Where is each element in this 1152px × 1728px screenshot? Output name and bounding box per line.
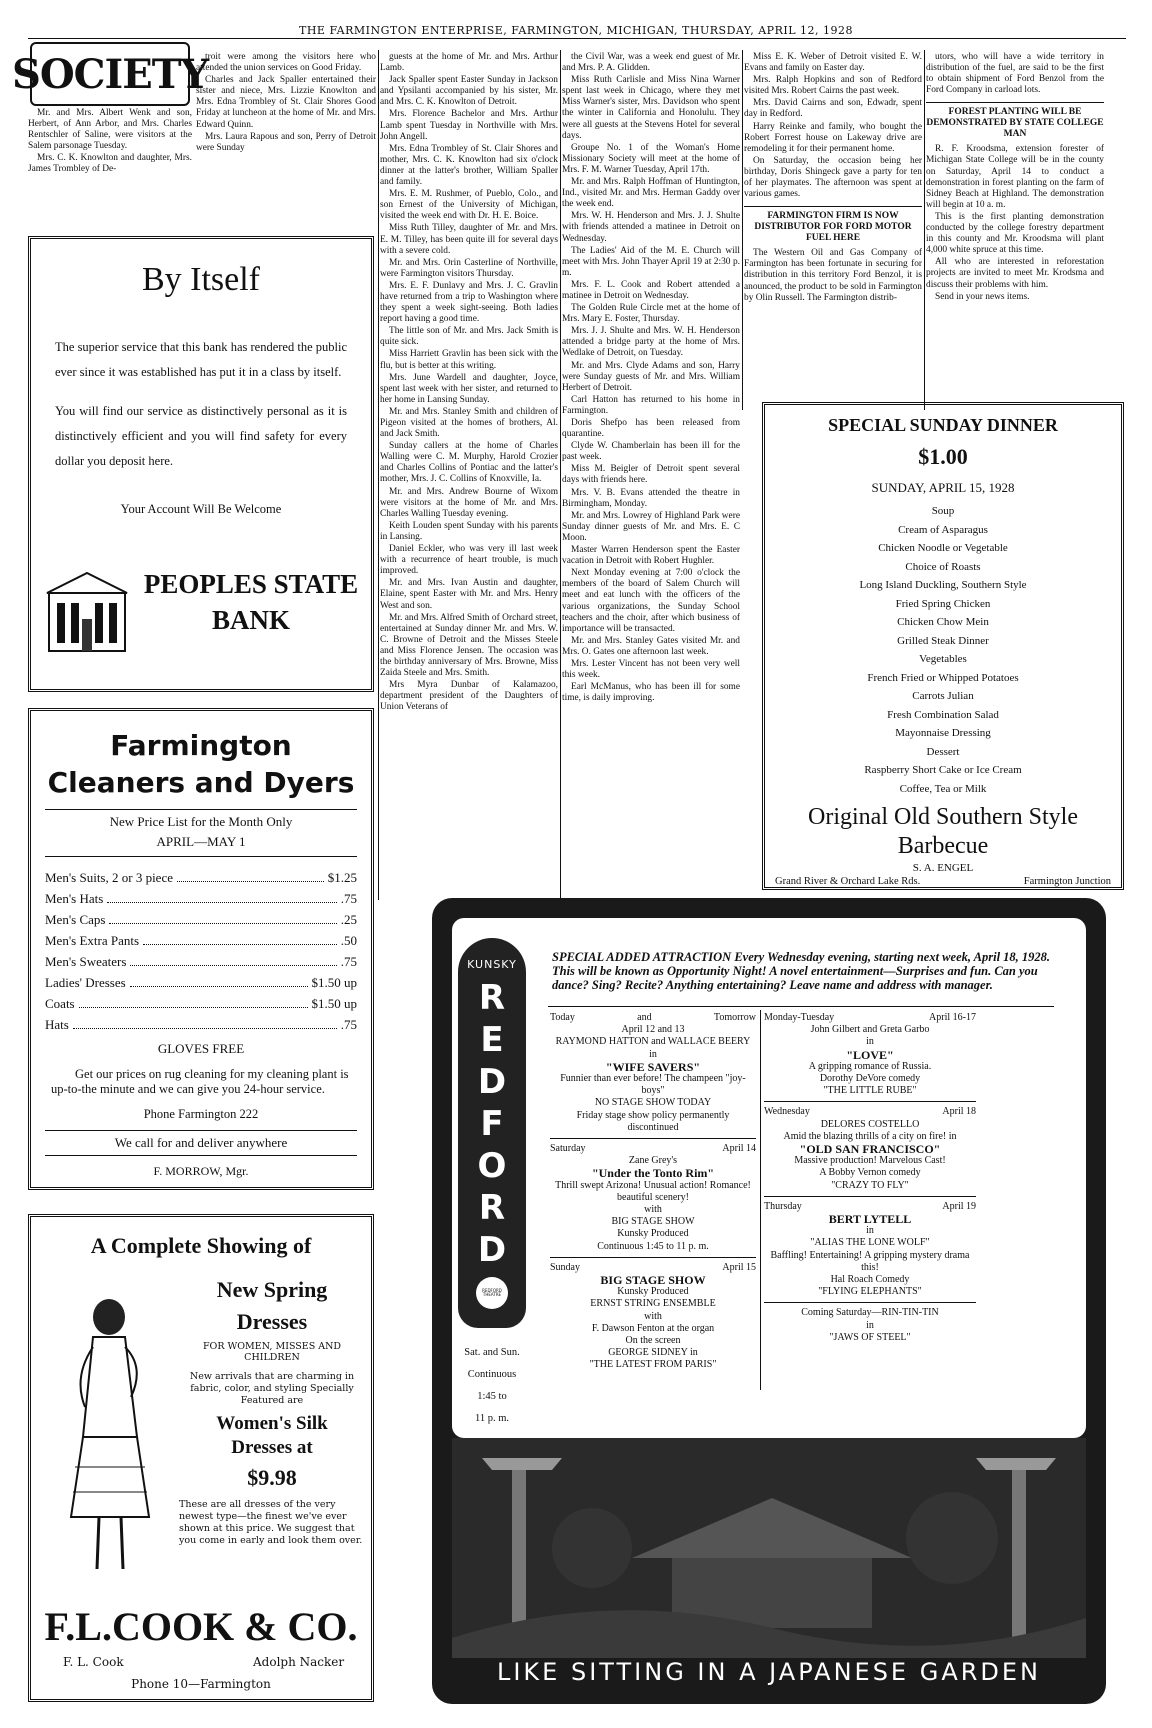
little-rube: "THE LITTLE RUBE" [823,1085,917,1097]
price-row [45,888,357,909]
bank-paragraph-2: You will find our service as distinctively personal as it is distinctively efficient and you will find safety for every dollar you deposit here. [55,404,347,468]
news-item: Mrs. J. J. Shulte and Mrs. W. H. Henderson attended a bridge party at the home of Mrs. Wedlake of Detroit, on Tuesday. [562,326,740,359]
news-item: Master Warren Henderson spent the Easter vacation in Detroit with Robert Hughler. [562,545,740,567]
news-item: Earl McManus, who has been ill for some time, is daily improving. [562,682,740,704]
in-label: in [649,1048,657,1060]
cleaners-deliver: We call for and deliver anywhere [114,1135,288,1150]
cleaners-price-list [45,867,357,1035]
news-item: Mrs. Laura Rapous and son, Perry of Detroit were Sunday [196,131,376,153]
cook-note: These are all dresses of the very newest type—the finest we've ever shown at this price. We suggest that you come in early and look them over. [179,1499,363,1546]
garden-caption: LIKE SITTING IN A JAPANESE GARDEN [496,1658,1042,1686]
bank-ad [28,236,374,692]
news-headline: FOREST PLANTING WILL BE DEMONSTRATED BY STATE COLLEGE MAN [926,102,1104,140]
sunday-label: Sunday [550,1261,580,1273]
price-item-price: $1.50 up [311,996,357,1011]
news-item: The little son of Mr. and Mrs. Jack Smith is quite sick. [380,326,558,348]
menu-line: Fresh Combination Salad [887,708,999,721]
news-item: Mr. and Mrs. Alfred Smith of Orchard street, entertained at Sunday dinner Mr. and Mrs. W. C. Browne of Detroit and the Misses Steele and Miss Florence Jensen. The occasion was the birthday anniversary of Mrs. Browne, Miss Zaida Steele and Mrs. Smith. [380,612,558,679]
news-headline: FARMINGTON FIRM IS NOW DISTRIBUTOR FOR FORD MOTOR FUEL HERE [744,206,922,244]
wednesday-date: April 18 [942,1106,976,1118]
and-label: and [637,1012,652,1023]
news-item: Miss E. K. Weber of Detroit visited E. W. Evans and family on Easter day. [744,52,922,74]
menu-line: Soup [931,505,955,517]
news-item: Sunday callers at the home of Charles Walling were C. M. Murphy, Harold Crozier and Charles Collins of Pontiac and the latter's mother, Mrs. J. C. Collins of Knoxville, Ia. [380,441,558,485]
menu-line: Coffee, Tea or Milk [899,782,987,795]
news-item: Send in your news items. [935,291,1030,302]
hal-roach: Hal Roach Comedy [830,1274,910,1286]
flying-elephants: "FLYING ELEPHANTS" [818,1286,922,1298]
theater-ad [432,898,1106,1704]
price-item-name: Men's Hats [45,891,104,906]
hours-line: 11 p. m. [474,1413,510,1424]
news-item: Harry Reinke and family, who bought the Robert Forrest house on Lakeway drive are remodeling it for their permanent home. [744,121,922,154]
news-item: Miss Ruth Tilley, daughter of Mr. and Mrs. E. M. Tilley, has been quite ill for several days with a severe cold. [380,223,558,256]
price-row [45,1014,357,1035]
cleaners-manager: F. MORROW, Mgr. [153,1164,249,1178]
cook-phone: Phone 10—Farmington [131,1677,271,1691]
menu-line: Raspberry Short Cake or Ice Cream [864,764,1022,776]
hours-line: Sat. and Sun. [464,1347,520,1358]
col-rule [924,50,925,410]
monday-tuesday-label: Monday-Tuesday [764,1012,835,1023]
menu-line: Fried Spring Chicken [895,597,991,610]
news-item: Daniel Eckler, who was very ill last week with a recurrence of heart trouble, is much improved. [380,544,558,577]
col-rule [742,50,743,410]
redford-letter: F [480,1104,504,1144]
love-desc: A gripping romance of Russia. [808,1060,932,1072]
kunsky-produced: Kunsky Produced [617,1228,689,1240]
news-item: Charles and Jack Spaller entertained their sister and niece, Mrs. Lizzie Knowlton and Mrs. Edna Trombley of St. Clair Shores Good Friday at luncheon at the home of Mr. and Mrs. Edward Quinn. [196,75,376,130]
col-rule [378,50,379,900]
dinner-owner: S. A. ENGEL [912,862,974,874]
delores-costello: DELORES COSTELLO [820,1118,920,1130]
news-item: Carl Hatton has returned to his home in Farmington. [562,394,740,416]
news-item: This is the first planting demonstration conducted by the college forestry department in this county and Mr. Kroodsma will plant 4,000 white spruce at this time. [926,211,1104,256]
amid-thrills: Amid the blazing thrills of a city on fire! in [783,1130,957,1142]
special-attraction: SPECIAL ADDED ATTRACTION Every Wednesday evening, starting next week, April 18, 1928. This will be known as Opportunity Night! A novel entertainment—Surprises and fun. Can you dance? Sing? Recite? Anything entertaining? Leave name and address with manager. [552,950,1051,992]
menu-line: Choice of Roasts [905,560,981,573]
news-item: The Golden Rule Circle met at the home of Mrs. Mary E. Foster, Thursday. [562,303,740,325]
redford-badge [476,1277,508,1309]
news-item: Mr. and Mrs. Stanley Smith and children of Pigeon visited at the homes of brothers, Al. and Jack Smith. [380,406,558,440]
news-item: On Saturday, the occasion being her birthday, Doris Shingeck gave a party for ten of her playmates. The afternoon was spent at various games. [744,155,922,200]
masthead [0,24,1152,37]
saturday-label: Saturday [550,1143,586,1155]
dinner-original: Original Old Southern Style [808,804,1078,830]
latest-from-paris: "THE LATEST FROM PARIS" [589,1359,717,1371]
price-row [45,909,357,930]
society-col-2 [196,52,376,234]
masthead-rule [28,38,1126,39]
news-item: Mrs. Edna Trombley of St. Clair Shores and mother, Mrs. C. K. Knowlton had six o'clock dinner at the latter's brother, William Spaller and family. [380,143,558,188]
society-col-6 [926,52,1104,412]
sunday-stage-show: BIG STAGE SHOW [600,1273,706,1288]
no-stage-show: NO STAGE SHOW TODAY [594,1097,712,1109]
menu-line: Chicken Noodle or Vegetable [878,542,1008,554]
dinner-price: $1.00 [918,444,968,469]
redford-badge-text: REDFORD THEATRE [482,1288,502,1297]
price-item-name: Hats [45,1017,69,1032]
dinner-date: SUNDAY, APRIL 15, 1928 [871,480,1015,495]
ernst-ensemble: ERNST STRING ENSEMBLE [590,1298,716,1310]
price-item-name: Men's Sweaters [45,954,127,969]
cook-dresses-at: Dresses at [231,1437,313,1458]
price-row [45,993,357,1014]
bank-building-illustration [45,569,129,655]
crazy-to-fly: "CRAZY TO FLY" [831,1179,909,1191]
price-item-price: .75 [340,1017,357,1032]
news-item: Mr. and Mrs. Ralph Hoffman of Huntington, Ind., visited Mr. and Mrs. Herman Gaddy over the week end. [562,177,740,210]
menu-line: Dessert [926,745,960,758]
with-label-2: with [644,1310,662,1322]
price-row [45,972,357,993]
bank-name-line-2: BANK [211,605,290,635]
today-label: Today [550,1012,575,1023]
cook-new-spring: New Spring [216,1277,328,1302]
cleaners-phone: Phone Farmington 222 [143,1107,259,1121]
saturday-film: "Under the Tonto Rim" [591,1166,715,1181]
zane-grey: Zane Grey's [628,1155,678,1167]
kunsky-label: KUNSKY [467,958,517,971]
in-label-r2: in [866,1225,874,1237]
news-item: Clyde W. Chamberlain has been ill for the past week. [562,441,740,463]
news-item: Next Monday evening at 7:00 o'clock the members of the board of Salem Church will meet and eat lunch with the officers of the various organizations, the Sunday School teachers and the choir, after which business of importance will be transacted. [562,568,740,634]
news-item: Mrs. V. B. Evans attended the theatre in Birmingham, Monday. [562,487,740,509]
menu-line: Mayonnaise Dressing [895,727,991,739]
news-item: Miss Harriett Gravlin has been sick with the flu, but is better at this writing. [380,349,558,371]
cook-arrivals: New arrivals that are charming in fabric, color, and styling Specially Featured are [189,1371,355,1406]
jaws-of-steel: "JAWS OF STEEL" [829,1331,911,1343]
tomorrow-label: Tomorrow [713,1012,756,1023]
price-item-price: .50 [340,933,357,948]
cook-womens-silk: Women's Silk [216,1413,328,1434]
in-label-r3: in [866,1319,874,1331]
dinner-ad [762,402,1124,890]
with-label: with [644,1204,662,1216]
cook-woman-illustration [45,1287,175,1577]
menu-line: Carrots Julian [912,690,974,702]
wednesday-label: Wednesday [764,1106,810,1118]
menu-line: French Fried or Whipped Potatoes [867,671,1019,684]
saturday-date: April 14 [722,1143,756,1155]
program-left [550,1012,756,1372]
price-item-name: Men's Extra Pants [45,933,140,948]
news-item: Mrs Myra Dunbar of Kalamazoo, department president of the Daughters of Union Veterans of [380,680,558,713]
hours-line: Continuous [467,1369,517,1380]
hours-line: 1:45 to [477,1391,507,1402]
monday-tuesday-date: April 16-17 [929,1012,976,1023]
price-item-price: .75 [340,954,357,969]
col-rule [560,50,561,900]
dinner-barbecue: Barbecue [897,833,989,859]
redford-sign [458,938,526,1328]
price-item-price: $1.50 up [311,975,357,990]
today-dates: April 12 and 13 [621,1024,685,1036]
old-san-francisco: "OLD SAN FRANCISCO" [799,1142,941,1157]
bank-welcome: Your Account Will Be Welcome [120,502,282,516]
on-the-screen: On the screen [625,1335,681,1347]
bank-title: By Itself [141,261,261,298]
theater-hours [452,1342,532,1430]
dinner-title: SPECIAL SUNDAY DINNER [828,415,1058,435]
love-stars: John Gilbert and Greta Garbo [810,1024,930,1036]
news-item: Mrs. June Wardell and daughter, Joyce, spent last week with her sister, and returned to her home in Lansing Sunday. [380,372,558,405]
news-item: Mrs. E. F. Dunlavy and Mrs. J. C. Gravlin have returned from a trip to Washington where they spent a week sight-seeing. Both ladies report having a good time. [380,280,558,325]
dinner-address: Grand River & Orchard Lake Rds. [775,876,921,887]
news-item: troit were among the visitors here who attended the union services on Good Friday. [196,52,376,74]
japanese-garden-illustration [452,1438,1086,1658]
cook-owner-left: F. L. Cook [63,1655,124,1669]
today-stars: RAYMOND HATTON and WALLACE BEERY [555,1036,751,1048]
news-item: Mrs. C. K. Knowlton and daughter, Mrs. James Trombley of De- [28,153,192,175]
redford-letter: O [477,1146,507,1186]
news-item: Mr. and Mrs. Orin Casterline of Northville, were Farmington visitors Thursday. [380,257,558,279]
redford-letters [458,977,526,1271]
menu-line: Chicken Chow Mein [897,616,989,628]
cook-title: A Complete Showing of [90,1233,312,1258]
george-sidney: GEORGE SIDNEY in [608,1347,698,1359]
price-item-price: .25 [340,912,357,927]
baffling: Baffling! Entertaining! A gripping mystery drama this! [770,1249,970,1273]
bobby-vernon: A Bobby Vernon comedy [819,1167,921,1179]
bank-name-line-1: PEOPLES STATE [143,569,359,599]
news-item: the Civil War, was a week end guest of Mr. and Mrs. P. A. Glidden. [562,52,740,74]
menu-line: Long Island Duckling, Southern Style [859,579,1027,591]
news-item: Mrs. Florence Bachelor and Mrs. Arthur Lamb spent Tuesday in Northville with Mrs. John Angell. [380,109,558,142]
dinner-menu [765,502,1121,798]
price-row [45,930,357,951]
dinner-town: Farmington Junction [1023,876,1111,887]
society-col-1 [28,108,192,233]
bank-paragraph-1: The superior service that this bank has rendered the public ever since it was established has put it in a class by itself. [55,340,347,379]
news-item: Mr. and Mrs. Ivan Austin and daughter, Elaine, spent Easter with Mr. and Mrs. Henry West and son. [380,578,558,611]
society-title: SOCIETY [11,50,209,98]
news-item: Mr. and Mrs. Lowrey of Highland Park were Sunday dinner guests of Mr. and Mrs. E. C Moon. [562,510,740,543]
news-item: Mrs. Ralph Hopkins and son of Redford visited Mrs. Robert Cairns the past week. [744,75,922,97]
news-item: Miss Ruth Carlisle and Miss Nina Warner spent last week in Chicago, where they met Miss Warner's sister, Mrs. Davidson who spent the winter in California and Honolulu. They were all guests at the Stevens Hotel for several days. [562,75,740,141]
thursday-date: April 19 [942,1200,976,1212]
society-col-4 [562,52,740,902]
price-item-name: Men's Caps [45,912,106,927]
menu-line: Vegetables [919,653,967,665]
news-item: Mrs. E. M. Rushmer, of Pueblo, Colo., and son Ernest of the University of Michigan, visited the week end with Dr. H. E. Boice. [380,189,558,222]
cook-owner-right: Adolph Nacker [253,1655,345,1669]
redford-letter: R [478,978,506,1018]
price-row [45,951,357,972]
price-item-price: .75 [340,891,357,906]
saturday-desc: Thrill swept Arizona! Unusual action! Romance! beautiful scenery! [555,1179,751,1203]
news-item: Mr. and Mrs. Andrew Bourne of Wixom were visitors at the home of Mr. and Mrs. Charles Walling Tuesday evening. [380,486,558,519]
news-item: Mrs. W. H. Henderson and Mrs. J. J. Shulte with friends attended a matinee in Detroit on Wednesday. [562,211,740,244]
cleaners-title-1: Farmington [110,729,292,762]
price-item-price: $1.25 [327,870,357,885]
massive-production: Massive production! Marvelous Cast! [794,1155,946,1167]
cook-price: $9.98 [247,1465,297,1490]
news-item: Mr. and Mrs. Albert Wenk and son, Herbert, of Ann Arbor, and Mrs. Charles Rentschler of Saline, were visitors at the Salem parsonage Tuesday. [28,108,192,152]
redford-letter: E [480,1020,504,1060]
news-item: Mr. and Mrs. Clyde Adams and son, Harry were Sunday guests of Mr. and Mrs. William Herbert of Detroit. [562,360,740,393]
news-item: Mrs. F. L. Cook and Robert attended a matinee in Detroit on Wednesday. [562,279,740,301]
love-film: "LOVE" [846,1047,894,1062]
cleaners-rug-text: Get our prices on rug cleaning for my cleaning plant is up-to-the minute and we can give you 24-hour service. [51,1067,349,1096]
news-item: Mrs. David Cairns and son, Edwadr, spent day in Redford. [744,98,922,120]
big-stage-show: BIG STAGE SHOW [611,1216,695,1228]
price-item-name: Ladies' Dresses [45,975,126,990]
in-label-r1: in [866,1036,874,1048]
news-item: Doris Shefpo has been released from quarantine. [562,418,740,440]
news-item: Groupe No. 1 of the Woman's Home Missionary Society will meet at the home of Mrs. F. M. Warner Tuesday, April 17th. [562,142,740,175]
cook-company-name: F.L.COOK & CO. [44,1604,358,1649]
menu-line: Cream of Asparagus [898,523,988,536]
news-item: The Ladies' Aid of the M. E. Church will meet with Mrs. John Thayer April 19 at 2:30 p. m. [562,245,740,278]
news-item: Mrs. Lester Vincent has not been very well this week. [562,658,740,681]
price-item-name: Coats [45,996,75,1011]
society-logo [11,42,209,106]
bert-lytell: BERT LYTELL [828,1212,912,1227]
redford-letter: R [478,1188,506,1228]
cleaners-title-2: Cleaners and Dyers [47,766,355,799]
news-item: utors, who will have a wide territory in distribution of the fuel, are said to be the first to obtain shipment of Ford Benzol from the Ford Company in carload lots. [926,52,1104,96]
society-col-3 [380,52,558,902]
stage-policy: Friday stage show policy permanently discontinued [576,1109,730,1133]
news-item: Keith Louden spent Sunday with his parents in Lansing. [380,520,558,542]
devore-comedy: Dorothy DeVore comedy [819,1073,921,1085]
menu-line: Grilled Steak Dinner [897,634,989,647]
cook-for-women: FOR WOMEN, MISSES AND CHILDREN [202,1341,342,1363]
redford-letter: D [477,1062,507,1102]
society-col-5 [744,52,922,412]
news-item: Miss M. Beigler of Detroit spent several days with friends here. [562,464,740,486]
lone-wolf: "ALIAS THE LONE WOLF" [810,1237,930,1249]
news-item: R. F. Kroodsma, extension forester of Michigan State College will be in the county on Saturday, April 14 to conduct a demonstration in forest planting on the farm of Sidney Beach at Highland. The demonstration will begin at 10 a. m. [926,144,1104,210]
today-desc: Funnier than ever before! The champeen "joy-boys" [560,1073,746,1097]
news-item: Mr. and Mrs. Stanley Gates visited Mr. and Mrs. O. Gates one afternoon last week. [562,635,740,657]
today-film: "WIFE SAVERS" [605,1059,701,1074]
cleaners-subtitle: New Price List for the Month Only [109,814,293,829]
sunday-kunsky-produced: Kunsky Produced [617,1286,689,1298]
cook-dresses: Dresses [236,1309,308,1334]
thursday-label: Thursday [764,1200,802,1212]
continuous: Continuous 1:45 to 11 p. m. [597,1240,709,1252]
program-right [764,1012,976,1344]
news-item: All who are interested in reforestation projects are invited to meet Mr. Krodsma and discuss their problems with him. [926,257,1104,290]
cleaners-ad [28,708,374,1190]
news-item: guests at the home of Mr. and Mrs. Arthur Lamb. [380,52,558,74]
cook-ad [28,1214,374,1702]
news-item: Jack Spaller spent Easter Sunday in Jackson and Ypsilanti accompanied by his sister, Mr. and Mrs. C. K. Knowlton of Detroit. [380,75,558,108]
price-item-name: Men's Suits, 2 or 3 piece [45,870,173,885]
dawson-fenton: F. Dawson Fenton at the organ [591,1322,715,1334]
masthead-text: THE FARMINGTON ENTERPRISE, FARMINGTON, MICHIGAN, THURSDAY, APRIL 12, 1928 [299,24,853,37]
redford-letter: D [477,1230,507,1270]
coming-saturday: Coming Saturday—RIN-TIN-TIN [801,1307,939,1319]
cleaners-gloves: GLOVES FREE [157,1041,245,1056]
sunday-date: April 15 [722,1261,756,1273]
news-item: The Western Oil and Gas Company of Farmington has been fortunate in securing for distribution in this territory Ford Benzol, it is anounced, the product to be sold in Farmington by Olin Russell. The Farmington distrib- [744,248,922,303]
price-row [45,867,357,888]
cleaners-dates: APRIL—MAY 1 [156,834,246,849]
